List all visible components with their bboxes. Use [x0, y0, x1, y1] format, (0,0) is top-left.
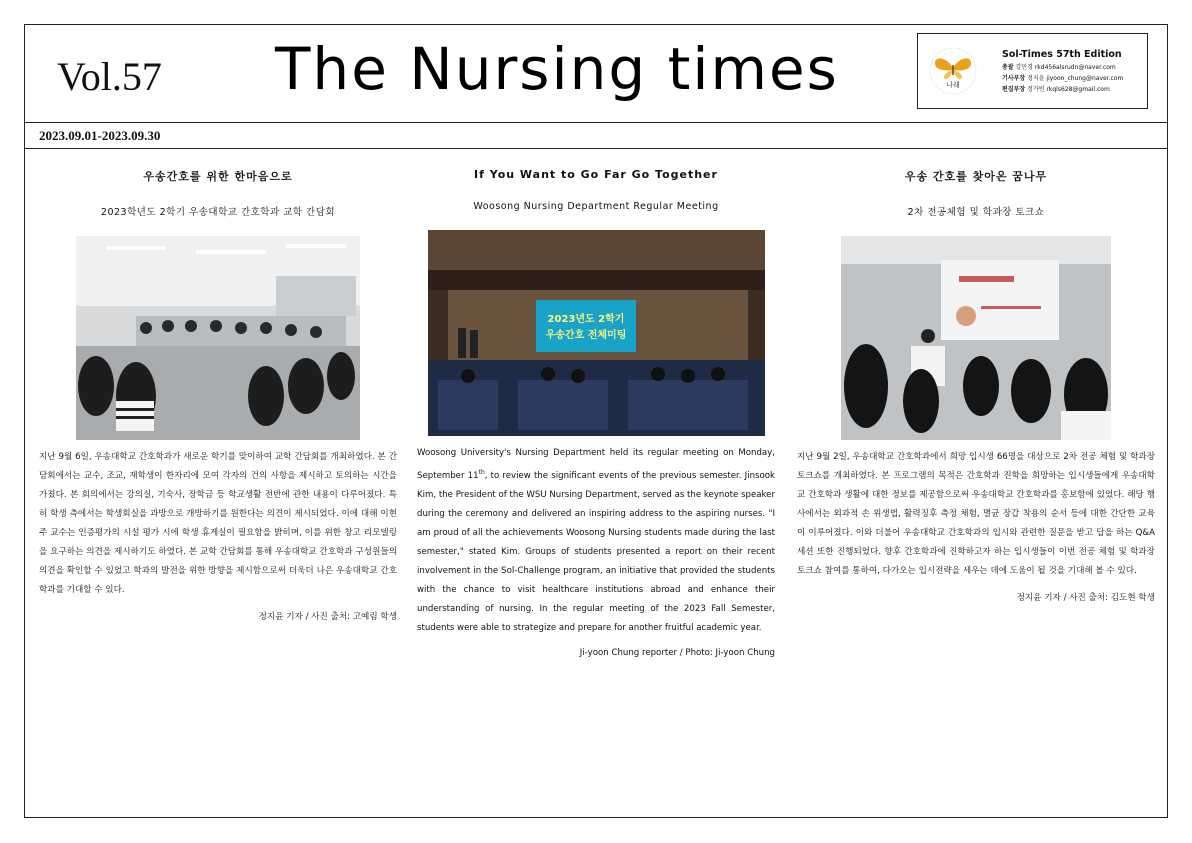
article-major-experience — [797, 168, 1155, 603]
staff-name: 강민경 — [1015, 64, 1033, 71]
article-body: 지난 9월 2일, 우송대학교 간호학과에서 희망 입시생 66명을 대상으로 2차 전공 체험 및 학과장 토크쇼를 개최하였다. 본 프로그램의 목적은 간호학과 진학을 희망하는 입시생들에게 우송대학교 간호학과 생활에 대한 정보를 제공함으로써 우송대학교 간호학과를 홍보함에 있었다. 해당 행사에서는 외과적 손 위생법, 활력징후 측정 체험, 멸균 장갑 착용의 순서 등에 대한 간단한 교육이 이루어졌다. 이와 더불어 우송대학교 간호학과의 입시와 관련한 질문을 받고 답을 하는 Q&A 세션 또한 진행되었다. 향후 간호학과에 진학하고자 하는 입시생들이 이번 전공 체험 및 학과장 토크쇼 참여를 통하여, 다가오는 입시전략을 세우는 데에 도움이 될 것을 기대해 볼 수 있다. — [797, 452, 1155, 576]
staff-role: 편집부장 — [1002, 86, 1026, 93]
staff-row — [1002, 62, 1123, 73]
staff-email: rkd456alsrudn@naver.com — [1034, 64, 1116, 71]
newspaper-page — [24, 24, 1168, 818]
staff-row — [1002, 84, 1123, 95]
edition-info — [1002, 48, 1123, 95]
article-photo — [841, 236, 1111, 440]
article-subheadline: 2차 전공체험 및 학과장 토크쇼 — [907, 207, 1045, 218]
newspaper-title: The Nursing times — [275, 35, 839, 103]
article-credit: 정지윤 기자 / 사진 출처: 고예림 학생 — [258, 612, 397, 622]
article-body — [417, 444, 775, 638]
staff-row — [1002, 73, 1123, 84]
article-photo — [428, 230, 765, 436]
volume-number: Vol.57 — [57, 54, 162, 99]
staff-email: jiyoon_chung@naver.com — [1046, 75, 1124, 82]
article-body-part: , to review the significant events of the previous semester. Jinsook Kim, the President of the WSU Nursing Department, served as the keynote speaker during the ceremony and delivered an inspiring address to the aspiring nurses. "I am proud of all the achievements Woosong Nursing students made during the last semester," stated Kim. Groups of students presented a report on their recent involvement in the Sol-Challenge program, an initiative that provided the students with the chance to visit healthcare institutions abroad and enhance their understanding of nursing. In the regular meeting of the 2023 Fall Semester, students were able to strategize and prepare for another fruitful academic year. — [417, 470, 775, 633]
dateline — [25, 122, 1167, 149]
article-regular-meeting — [417, 168, 775, 658]
article-subheadline: 2023학년도 2학기 우송대학교 간호학과 교학 간담회 — [100, 207, 336, 218]
article-headline: 우송 간호를 찾아온 꿈나무 — [904, 170, 1048, 183]
staff-role: 총괄 — [1002, 64, 1014, 71]
article-photo — [76, 236, 360, 440]
article-body-part: Woosong University's Nursing Department held its regular meeting on Monday, September 11 — [417, 448, 775, 481]
ordinal-suffix: th — [478, 469, 485, 476]
screen-text: 우송간호 전체미팅 — [545, 330, 626, 341]
date-range: 2023.09.01-2023.09.30 — [39, 128, 161, 143]
staff-name: 정가빈 — [1027, 86, 1045, 93]
article-subheadline: Woosong Nursing Department Regular Meeting — [473, 201, 719, 212]
edition-heading: Sol-Times 57th Edition — [1002, 49, 1122, 60]
article-headline: If You Want to Go Far Go Together — [474, 168, 718, 181]
article-meeting — [39, 168, 397, 622]
edition-info-box — [917, 33, 1148, 109]
masthead — [25, 25, 1167, 123]
screen-text: 2023년도 2학기 — [547, 314, 624, 325]
article-credit: 정지윤 기자 / 사진 출처: 김도현 학생 — [1016, 593, 1155, 603]
article-credit: Ji-yoon Chung reporter / Photo: Ji-yoon Chung — [579, 647, 775, 658]
article-headline: 우송간호를 위한 한마음으로 — [143, 170, 293, 183]
staff-role: 기사부장 — [1002, 75, 1026, 82]
logo-text: 나래 — [946, 81, 960, 89]
staff-name: 정지윤 — [1027, 75, 1045, 82]
staff-email: rkqls628@gmail.com — [1046, 86, 1110, 93]
butterfly-logo-icon — [928, 46, 978, 96]
article-body: 지난 9월 6일, 우송대학교 간호학과가 새로운 학기를 맞이하여 교학 간담회를 개최하였다. 본 간담회에서는 교수, 조교, 재학생이 한자리에 모여 각자의 건의 사항을 제시하고 토의하는 시간을 가졌다. 본 회의에서는 강의실, 기숙사, 장학금 등 학교생활 전반에 관한 내용이 다루어졌다. 특히 학생 측에서는 학생회실을 과방으로 개방하기를 원한다는 의견이 제시되었다. 이에 대해 이현주 교수는 인증평가의 시설 평가 시에 학생 휴게실이 필요함을 밝히며, 이를 위한 창고 리모델링을 요구하는 의견을 제시하기도 하였다. 본 교학 간담회를 통해 우송대학교 간호학과 구성원들의 의견을 확인할 수 있었고 학과의 발전을 위한 방향을 제시함으로써 더욱더 나은 우송대학교 간호학과를 기대할 수 있다. — [39, 452, 397, 595]
